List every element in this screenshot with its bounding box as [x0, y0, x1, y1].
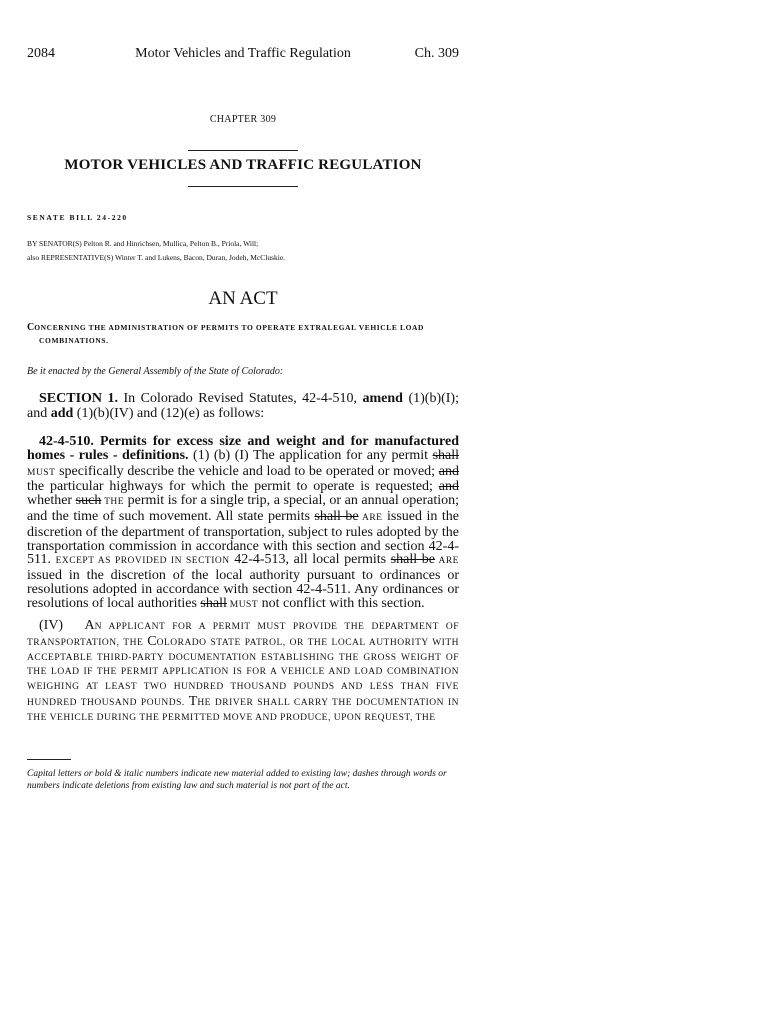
- new-subparagraph-iv: [27, 619, 459, 726]
- new-text: HE DRIVER SHALL CARRY THE DOCUMENTATION IN THE VEHICLE DURING THE PERMITTED MOVE AND PRODUCE, UPON REQUEST, THE: [27, 697, 460, 723]
- footnote: Capital letters or bold & italic numbers indicate new material added to existing law; dashes through words or numbers indicate deletions from existing law and such material is not part of the act.: [27, 769, 447, 791]
- act-heading: AN ACT: [208, 288, 278, 309]
- section-text-a: In Colorado Revised Statutes, 42-4-510,: [118, 391, 363, 406]
- statute-text: issued in the discretion of the department of transportation, subject to rules adopted by the transportation commission in accordance with this section and section 42-4-511.: [27, 508, 459, 568]
- section-1-paragraph: [27, 391, 459, 421]
- statute-text: not conflict with this section.: [258, 595, 425, 611]
- add-keyword: add: [50, 406, 74, 421]
- new-text-initial: C: [147, 633, 157, 649]
- deleted-text: and: [438, 479, 459, 495]
- statute-text: whether: [27, 493, 76, 509]
- deleted-text: and: [438, 463, 459, 479]
- new-text-initial: T: [188, 693, 198, 709]
- added-text: MUST: [226, 599, 259, 610]
- deleted-text: shall: [200, 595, 227, 611]
- senate-sponsors: BY SENATOR(S) Pelton R. and Hinrichsen, Mullica, Pelton B., Priola, Will;: [27, 239, 259, 248]
- chapter-label: CHAPTER 309: [209, 114, 277, 125]
- enacting-clause: Be it enacted by the General Assembly of the State of Colorado:: [27, 366, 284, 377]
- added-text: THE: [101, 497, 125, 508]
- added-text: ARE: [435, 556, 459, 567]
- new-text: N APPLICANT FOR A PERMIT MUST PROVIDE THE DEPARTMENT OF TRANSPORTATION, THE: [27, 622, 459, 648]
- subparagraph-number: (IV): [39, 618, 64, 633]
- new-text-initial: A: [84, 618, 95, 633]
- deleted-text: shall: [432, 447, 460, 463]
- statute-text: specifically describe the vehicle and load to be operated or moved;: [55, 463, 439, 479]
- amend-keyword: amend: [362, 391, 403, 406]
- title-rule-top: [188, 150, 298, 151]
- house-sponsors: also REPRESENTATIVE(S) Winter T. and Lukens, Bacon, Duran, Jodeh, McCluskie.: [27, 253, 286, 262]
- statute-text: 42-4-513, all local permits: [229, 552, 391, 568]
- running-header: [27, 46, 459, 66]
- chapter-reference: Ch. 309: [414, 46, 459, 61]
- statute-text: issued in the discretion of the local authority pursuant to ordinances or resolutions adopted in accordance with section 42-4-511. Any ordinances or resolutions of local authorities: [27, 568, 459, 611]
- page-number: 2084: [27, 46, 55, 61]
- added-text: MUST: [27, 467, 56, 478]
- concerning-clause: [27, 321, 459, 347]
- deleted-text: shall be: [314, 508, 359, 524]
- section-text-c: (1)(b)(IV) and (12)(e) as follows:: [73, 406, 265, 421]
- concerning-line-1: ONCERNING THE ADMINISTRATION OF PERMITS TO OPERATE EXTRALEGAL VEHICLE LOAD: [34, 323, 425, 332]
- concerning-line-2: COMBINATIONS.: [39, 336, 109, 345]
- new-text: OLORADO STATE PATROL, OR THE LOCAL AUTHORITY WITH ACCEPTABLE THIRD-PARTY DOCUMENTATION ESTABLISHING THE GROSS WEIGHT OF THE LOAD IF THE PERMIT APPLICATION IS FOR A VEHICLE AND LOAD COMBINATION WEIGHING AT LEAST TWO HUNDRED THOUSAND POUNDS AND LESS THAN FIVE HUNDRED THOUSAND POUNDS.: [27, 637, 459, 708]
- concerning-initial: C: [27, 322, 35, 333]
- statute-text: the particular highways for which the permit to operate is requested;: [27, 479, 439, 495]
- statute-text: (1) (b) (I) The application for any permit: [188, 447, 433, 463]
- statute-heading: 42-4-510. Permits for excess size and weight and for manufactured homes - rules - definitions.: [27, 434, 459, 463]
- sponsors: [27, 237, 467, 265]
- title-rule-bottom: [188, 186, 298, 187]
- added-text: ARE: [358, 512, 383, 523]
- deleted-text: such: [75, 493, 102, 509]
- added-text: EXCEPT AS PROVIDED IN SECTION: [55, 556, 230, 567]
- section-label: SECTION 1.: [39, 391, 119, 406]
- chapter-title: MOTOR VEHICLES AND TRAFFIC REGULATION: [64, 157, 422, 173]
- footnote-rule: [27, 759, 71, 760]
- running-title: Motor Vehicles and Traffic Regulation: [135, 46, 351, 61]
- section-text-b: (1)(b)(I); and: [27, 391, 459, 421]
- deleted-text: shall be: [390, 552, 436, 568]
- statute-paragraph: [27, 435, 459, 613]
- statute-text: permit is for a single trip, a special, or an annual operation; and the time of such movement. All state permits: [27, 493, 460, 524]
- bill-number: SENATE BILL 24-220: [27, 213, 128, 222]
